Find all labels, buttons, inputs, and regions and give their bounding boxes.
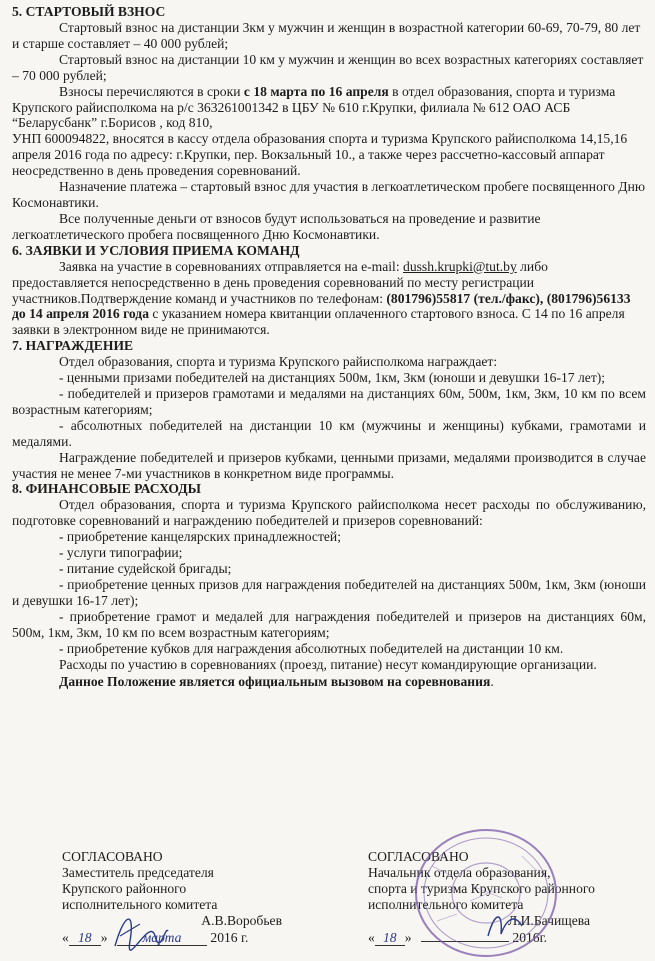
approved-label-left: СОГЛАСОВАНО <box>62 849 163 864</box>
application-text-2: либо предоставляется непосредственно в день проведения соревнований по месту регистрации участников.Подтверждение команд и участников по телефонам: <box>12 258 548 306</box>
document-body <box>12 4 646 690</box>
date-month-right <box>421 941 509 942</box>
section-5-paragraph-3 <box>12 84 646 132</box>
signer-title-right-1: Начальник отдела образования, <box>368 864 551 880</box>
signature-date-right <box>368 930 648 947</box>
email-link[interactable]: dussh.krupki@tut.by <box>403 258 517 274</box>
expense-item-4: - приобретение ценных призов для награждения победителей на дистанциях 500м, 1км, 3км (юноши и девушки 16-17 лет); <box>12 577 646 608</box>
date-close-quote-left: » <box>100 929 108 945</box>
official-call-period: . <box>490 674 494 690</box>
award-item-2: - победителей и призеров грамотами и медалями на дистанциях 60м, 500м, 1км, 3км, 10 км по всем возрастным категориям; <box>12 386 646 417</box>
signer-title-left-2: Крупского районного <box>62 880 187 896</box>
expense-item-5: - приобретение грамот и медалей для награждения победителей и призеров на дистанциях 60м, 500м, 1км, 3км, 10 км по всем возрастным категориям; <box>12 608 646 640</box>
expense-item-2: - услуги типографии; <box>59 545 183 561</box>
date-month-left: марта <box>117 930 207 947</box>
payment-terms-text: Взносы перечисляются в сроки <box>59 83 244 99</box>
expense-item-3: - питание судейской бригады; <box>59 561 232 577</box>
section-5-heading: 5. СТАРТОВЫЙ ВЗНОС <box>12 4 166 19</box>
signer-title-right-2: спорта и туризма Крупского районного <box>368 880 595 896</box>
signature-block-left <box>62 849 322 946</box>
signer-title-right-3: исполнительного комитета <box>368 896 524 912</box>
date-day-right: 18 <box>375 930 405 947</box>
section-8-paragraph-2: Расходы по участию в соревнованиях (проезд, питание) несут командирующие организации. <box>59 656 597 672</box>
award-item-1: - ценными призами победителей на дистанциях 500м, 1км, 3км (юноши и девушки 16-17 лет); <box>59 370 606 386</box>
section-5-paragraph-3-cont: УНП 600094822, вносятся в кассу отдела образования спорта и туризма Крупского райисполкома 14,15,16 апреля 2016 года по адресу: г.Крупки, пер. Вокзальный 10., а также через рассчетно-кассовый аппарат неосредственно в день проведения соревнований. <box>12 131 628 179</box>
date-close-quote-right: » <box>404 929 412 945</box>
payment-account-text: в отдел образования, спорта и туризма Крупского райисполкома на р/с 363261001342 в ЦБУ № 610 г.Крупки, филиала № 612 ОАО АСБ “Беларусбанк” г.Борисов , код 810, <box>12 83 616 131</box>
section-6-paragraph-1 <box>12 259 646 339</box>
section-5-paragraph-4: Назначение платежа – стартовый взнос для участия в легкоатлетическом пробеге посвященного Дню Космонавтики. <box>12 179 646 210</box>
section-7-heading: 7. НАГРАЖДЕНИЕ <box>12 338 134 354</box>
date-open-quote-left: « <box>62 929 69 945</box>
application-text: Заявка на участие в соревнованиях отправляется на e-mail: <box>59 258 404 274</box>
section-8-heading: 8. ФИНАНСОВЫЕ РАСХОДЫ <box>12 481 201 497</box>
official-call-text: Данное Положение является официальным вызовом на соревнования <box>59 674 491 690</box>
section-6-heading: 6. ЗАЯВКИ И УСЛОВИЯ ПРИЕМА КОМАНД <box>12 242 300 258</box>
date-open-quote-right: « <box>368 929 375 945</box>
award-item-3: - абсолютных победителей на дистанции 10 км (мужчины и женщины) кубками, грамотами и медалями. <box>12 417 646 449</box>
phone-numbers: (801796)55817 (тел./факс), (801796)56133 до 14 апреля 2016 года <box>12 290 631 322</box>
section-8-paragraph-1: Отдел образования, спорта и туризма Крупского райисполкома несет расходы по обслуживанию, подготовке соревнований и награждению победителей и призеров соревнований: <box>12 497 646 529</box>
expense-item-1: - приобретение канцелярских принадлежностей; <box>59 529 341 545</box>
signer-name-right: Л.И.Бачищева <box>507 912 590 928</box>
signature-block-right <box>368 849 648 946</box>
date-year-left: 2016 г. <box>210 929 249 945</box>
signer-title-left-1: Заместитель председателя <box>62 864 214 880</box>
section-7-paragraph-1: Отдел образования, спорта и туризма Крупского райисполкома награждает: <box>59 354 498 370</box>
signer-title-left-3: исполнительного комитета <box>62 896 218 912</box>
section-5-paragraph-5: Все полученные деньги от взносов будут использоваться на проведение и развитие легкоатлетического пробега посвященного Дню Космонавтики. <box>12 210 541 242</box>
expense-item-6: - приобретение кубков для награждения абсолютных победителей на дистанции 10 км. <box>59 640 564 656</box>
section-7-paragraph-2: Награждение победителей и призеров кубками, ценными призами, медалями производится в случае участия не менее 7-ми участников в конкретном виде программы. <box>12 449 646 481</box>
section-5-paragraph-2: Стартовый взнос на дистанции 10 км у мужчин и женщин во всех возрастных категориях составляет – 70 000 рублей; <box>12 51 644 83</box>
application-text-3: с указанием номера квитанции оплаченного стартового взноса. С 14 по 16 апреля заявки в электронном виде не принимаются. <box>12 306 625 338</box>
payment-period: с 18 марта по 16 апреля <box>243 83 389 99</box>
date-year-right: 2016г. <box>512 929 548 945</box>
signature-date-left <box>62 930 322 947</box>
approved-label-right: СОГЛАСОВАНО <box>368 849 469 864</box>
section-5-paragraph-1: Стартовый взнос на дистанции 3км у мужчин и женщин в возрастной категории 60-69, 70-79, 80 лет и старше составляет – 40 000 рублей; <box>12 20 641 51</box>
date-day-left: 18 <box>69 930 101 947</box>
signer-name-left: А.В.Воробьев <box>201 912 282 928</box>
official-call-statement <box>12 674 646 690</box>
